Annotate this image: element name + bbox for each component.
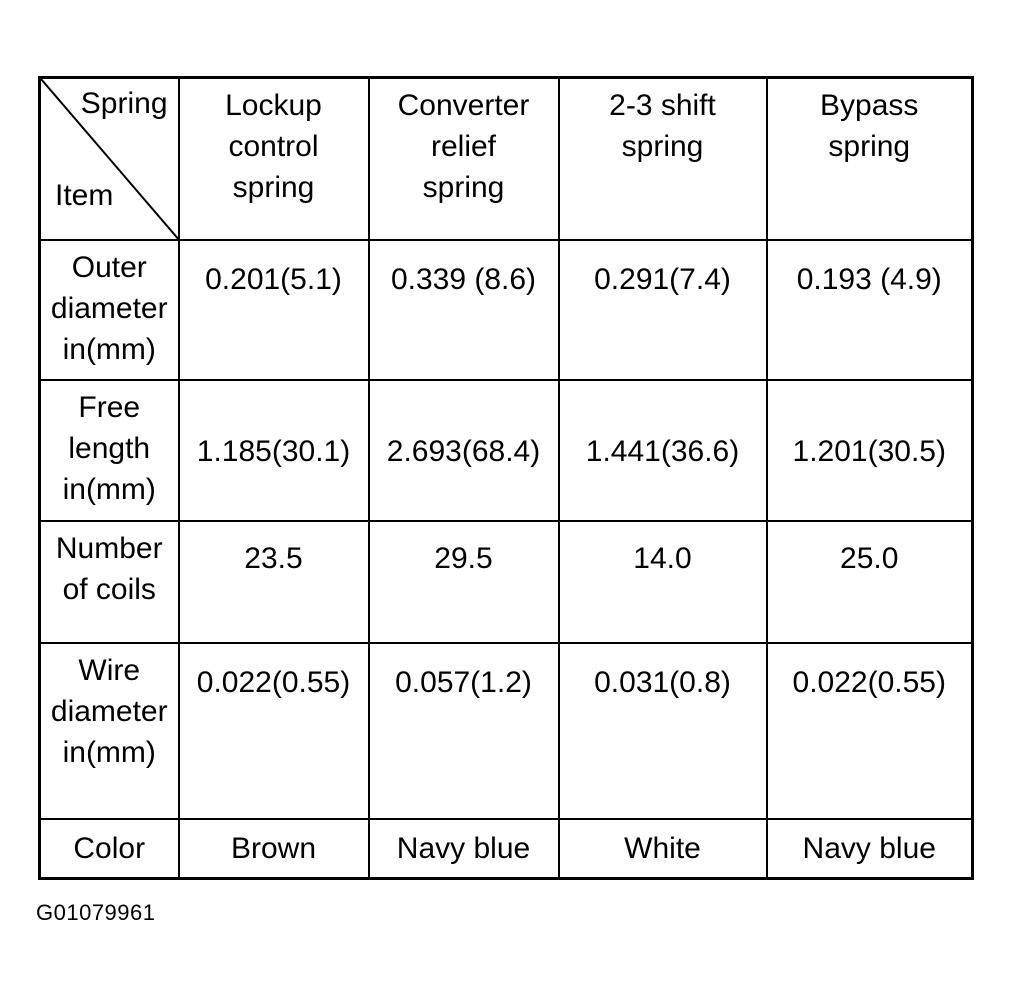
table-cell: White: [559, 819, 767, 879]
column-axis-label: Spring: [80, 87, 168, 120]
table-cell: Navy blue: [369, 819, 559, 879]
column-header-lockup-control-spring: Lockup control spring: [179, 78, 369, 240]
table-row-free-length: [40, 380, 973, 521]
table-row-color: [40, 819, 973, 879]
corner-cell: [40, 78, 179, 240]
row-header-outer-diameter: Outer diameter in(mm): [40, 240, 179, 380]
row-header-free-length: Free length in(mm): [40, 380, 179, 521]
table-cell: 0.022(0.55): [179, 643, 369, 819]
table-cell: 0.339 (8.6): [369, 240, 559, 380]
row-header-wire-diameter: Wire diameter in(mm): [40, 643, 179, 819]
table-row-number-of-coils: [40, 521, 973, 643]
table-cell: Brown: [179, 819, 369, 879]
figure-id: G01079961: [36, 900, 156, 925]
column-header-converter-relief-spring: Converter relief spring: [369, 78, 559, 240]
table-cell: 2.693(68.4): [369, 380, 559, 521]
table-cell: Navy blue: [767, 819, 973, 879]
table-cell: 25.0: [767, 521, 973, 643]
table-cell: 1.201(30.5): [767, 380, 973, 521]
table-row-wire-diameter: [40, 643, 973, 819]
spring-spec-table: [38, 76, 974, 880]
table-cell: 0.057(1.2): [369, 643, 559, 819]
column-header-2-3-shift-spring: 2-3 shift spring: [559, 78, 767, 240]
table-cell: 0.031(0.8): [559, 643, 767, 819]
table-cell: 1.185(30.1): [179, 380, 369, 521]
row-header-number-of-coils: Number of coils: [40, 521, 179, 643]
row-axis-label: Item: [55, 179, 114, 212]
table-cell: 0.022(0.55): [767, 643, 973, 819]
table-cell: 0.201(5.1): [179, 240, 369, 380]
column-header-bypass-spring: Bypass spring: [767, 78, 973, 240]
row-header-color: Color: [40, 819, 179, 879]
table-header-row: [40, 78, 973, 240]
table-cell: 23.5: [179, 521, 369, 643]
table-row-outer-diameter: [40, 240, 973, 380]
table-cell: 0.291(7.4): [559, 240, 767, 380]
table-cell: 1.441(36.6): [559, 380, 767, 521]
table-cell: 14.0: [559, 521, 767, 643]
table-cell: 29.5: [369, 521, 559, 643]
table-cell: 0.193 (4.9): [767, 240, 973, 380]
